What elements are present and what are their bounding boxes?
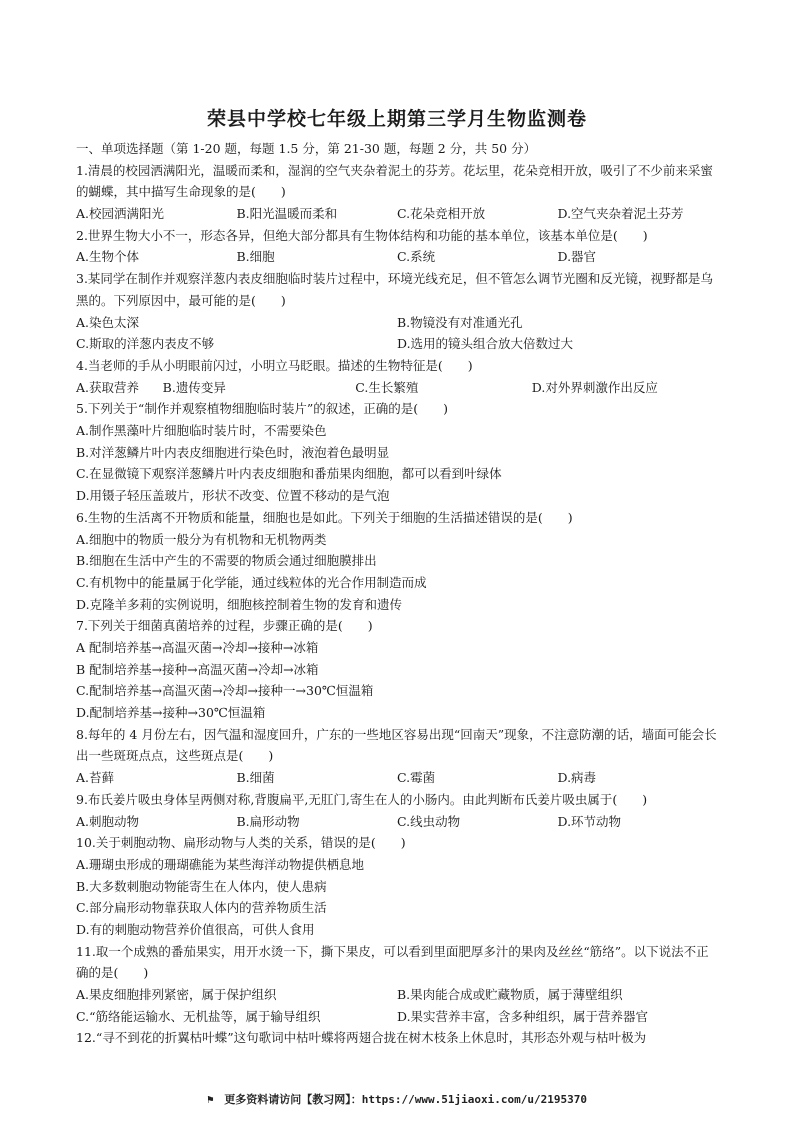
option: A.校园洒满阳光 (76, 206, 165, 222)
option: D.有的刺胞动物营养价值很高，可供人食用 (76, 921, 315, 937)
option: C.有机物中的能量属于化学能，通过线粒体的光合作用制造而成 (76, 574, 427, 590)
exam-content (76, 138, 718, 1049)
question-stem: 4.当老师的手从小明眼前闪过，小明立马眨眼。描述的生物特征是( ) (76, 357, 473, 373)
question-options (76, 203, 718, 225)
question-stem: 6.生物的生活离不开物质和能量，细胞也是如此。下列关于细胞的生活描述错误的是( ) (76, 509, 573, 525)
option: A.果皮细胞排列紧密，属于保护组织 (76, 987, 277, 1003)
option: D.对外界刺激作出反应 (531, 379, 658, 395)
question-stem: 3.某同学在制作并观察洋葱内表皮细胞临时装片过程中，环境光线充足，但不管怎么调节光圈和反光镜，视野都是乌黑的。下列原因中，最可能的是( ) (76, 271, 713, 308)
option: C.花朵竞相开放 (397, 206, 486, 222)
page-title: 荣县中学校七年级上期第三学月生物监测卷 (206, 108, 587, 130)
section-heading: 一、单项选择题（第 1-20 题，每题 1.5 分，第 21-30 题，每题 2 分，共 50 分） (76, 141, 537, 156)
option: A.刺胞动物 (76, 813, 140, 829)
option: A.细胞中的物质一般分为有机物和无机物两类 (76, 531, 327, 547)
option: B.细菌 (236, 770, 275, 786)
option: C.线虫动物 (397, 813, 461, 829)
option: B.细胞 (236, 249, 275, 265)
option: C.在显微镜下观察洋葱鳞片叶内表皮细胞和番茄果肉细胞，都可以看到叶绿体 (76, 466, 502, 482)
option: D.配制培养基→接种→30℃恒温箱 (76, 705, 266, 721)
option: B.对洋葱鳞片叶内表皮细胞进行染色时，液泡着色最明显 (76, 444, 390, 460)
question-stem: 7.下列关于细菌真菌培养的过程，步骤正确的是( ) (76, 618, 373, 634)
option: A 配制培养基→高温灭菌→冷却→接种→冰箱 (76, 639, 319, 655)
option: B.阳光温暖而柔和 (236, 206, 338, 222)
option: A.染色太深 (76, 314, 140, 330)
question-options (76, 984, 718, 1006)
option: D.用镊子轻压盖玻片，形状不改变、位置不移动的是气泡 (76, 488, 390, 504)
option: B.果肉能合成或贮藏物质，属于薄壁组织 (397, 987, 623, 1003)
option: D.选用的镜头组合放大倍数过大 (397, 336, 574, 352)
question-stem: 8.每年的 4 月份左右，因气温和湿度回升，广东的一些地区容易出现“回南天”现象，不注意防潮的话，墙面可能会长出一些斑斑点点，这些斑点是( ) (76, 726, 717, 764)
option: B.物镜没有对准通光孔 (397, 314, 523, 330)
question-options (76, 377, 718, 399)
flag-icon: ⚑ (207, 1093, 214, 1106)
option: C.霉菌 (397, 770, 436, 786)
option: C.配制培养基→高温灭菌→冷却→接种一→30℃恒温箱 (76, 683, 374, 699)
option: D.克隆羊多莉的实例说明，细胞核控制着生物的发育和遗传 (76, 596, 403, 612)
option: C.斯取的洋葱内表皮不够 (76, 336, 215, 352)
option: B.大多数刺胞动物能寄生在人体内，使人患病 (76, 878, 327, 894)
question-stem: 5.下列关于“制作并观察植物细胞临时装片”的叙述，正确的是( ) (76, 401, 448, 417)
option: A.苔藓 (76, 770, 115, 786)
option: C.部分扁形动物靠获取人体内的营养物质生活 (76, 900, 327, 916)
footer-link[interactable] (0, 1091, 794, 1107)
question-stem: 12.“寻不到花的折翼枯叶蝶”这句歌词中枯叶蝶将两翅合拢在树木枝条上休息时，其形态外观与枯叶极为 (76, 1030, 647, 1046)
option: C.系统 (397, 249, 436, 265)
option: B.扁形动物 (236, 813, 300, 829)
question-stem: 2.世界生物大小不一，形态各异，但绝大部分都具有生物体结构和功能的基本单位，该基本单位是( ) (76, 227, 648, 243)
option: D.器官 (557, 249, 597, 265)
option: A.获取营养 (76, 379, 140, 395)
question-options (76, 312, 718, 334)
question-options (76, 246, 718, 268)
question-options (76, 811, 718, 833)
question-stem: 9.布氏姜片吸虫身体呈两侧对称,背腹扁平,无肛门,寄生在人的小肠内。由此判断布氏姜片吸虫属于( ) (76, 791, 648, 807)
option: C.“筋络能运输水、无机盐等，属于输导组织 (76, 1008, 321, 1024)
option: B.细胞在生活中产生的不需要的物质会通过细胞膜排出 (76, 553, 377, 569)
footer-text: 更多资料请访问【教习网】：https://www.51jiaoxi.com/u/2195370 (224, 1093, 587, 1106)
option: C.生长繁殖 (355, 379, 419, 395)
question-options (76, 1006, 718, 1028)
question-options (76, 333, 718, 355)
option: A.制作黑藻叶片细胞临时装片时，不需要染色 (76, 423, 327, 439)
option: D.环节动物 (557, 813, 622, 829)
option: B.遗传变异 (162, 379, 226, 395)
option: B 配制培养基→接种→高温灭菌→冷却→冰箱 (76, 661, 319, 677)
option: D.果实营养丰富，含多种组织，属于营养器官 (397, 1008, 649, 1024)
option: A.珊瑚虫形成的珊瑚礁能为某些海洋动物提供栖息地 (76, 856, 365, 872)
question-stem: 10.关于刺胞动物、扁形动物与人类的关系，错误的是( ) (76, 835, 406, 851)
question-stem: 11.取一个成熟的番茄果实，用开水烫一下，撕下果皮，可以看到里面肥厚多汁的果肉及丝丝“筋络”。以下说法不正确的是( ) (76, 943, 709, 981)
option: A.生物个体 (76, 249, 140, 265)
question-stem: 1.清晨的校园洒满阳光，温暖而柔和，湿润的空气夹杂着泥土的芬芳。花坛里，花朵竞相开放，吸引了不少前来采蜜的蝴蝶，其中描写生命现象的是( ) (76, 162, 713, 200)
option: D.空气夹杂着泥土芬芳 (557, 206, 684, 222)
option: D.病毒 (557, 770, 597, 786)
question-options (76, 767, 718, 789)
